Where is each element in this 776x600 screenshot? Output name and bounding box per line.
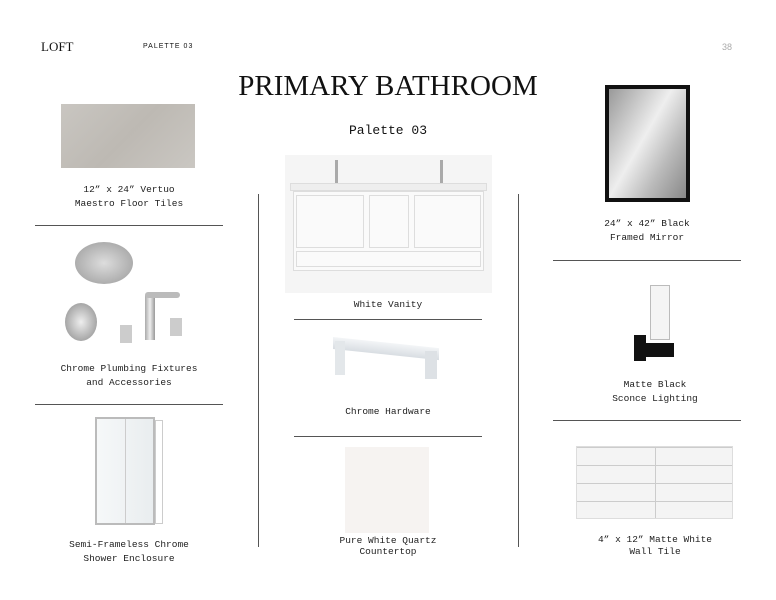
hardware-pull-image (333, 337, 441, 379)
page-number: 38 (722, 42, 733, 52)
label-line: 24” x 42” Black (604, 218, 690, 229)
label-line: Shower Enclosure (83, 553, 175, 564)
divider (35, 225, 223, 226)
page-title: PRIMARY BATHROOM (238, 70, 538, 102)
vanity-image (285, 155, 492, 293)
label-line: 4” x 12” Matte White (597, 534, 713, 545)
floor-tile-label (35, 183, 223, 211)
mirror-image (605, 85, 690, 202)
floor-tile-image (61, 104, 195, 168)
label-line: White Vanity (353, 299, 423, 310)
column-divider (518, 194, 519, 547)
label-line: Framed Mirror (609, 232, 685, 243)
label-line: Chrome Plumbing Fixtures (60, 363, 198, 374)
label-line: Pure White Quartz (339, 535, 437, 546)
label-line: Matte Black (623, 379, 687, 390)
divider (294, 319, 482, 320)
section-label: PALETTE 03 (143, 43, 194, 50)
sconce-image (628, 285, 678, 365)
label-line: 12” x 24” Vertuo (83, 184, 175, 195)
divider (294, 436, 482, 437)
countertop-label (294, 535, 482, 557)
plumbing-fixtures-image (60, 240, 190, 345)
mirror-label (553, 217, 741, 245)
divider (35, 404, 223, 405)
brand-logo: LOFT (41, 39, 74, 54)
label-line: Wall Tile (629, 546, 681, 557)
label-line: Sconce Lighting (612, 393, 698, 404)
label-line: Semi-Frameless Chrome (69, 539, 189, 550)
divider (553, 420, 741, 421)
hardware-label (294, 405, 482, 419)
column-divider (258, 194, 259, 547)
shower-label (35, 538, 223, 566)
vanity-label (294, 298, 482, 312)
label-line: Countertop (359, 546, 417, 557)
shower-enclosure-image (95, 417, 155, 525)
wall-tile-image (576, 446, 733, 519)
label-line: Chrome Hardware (345, 406, 431, 417)
quartz-countertop-image (345, 447, 429, 533)
label-line: Maestro Floor Tiles (74, 198, 184, 209)
wall-tile-label (561, 534, 749, 558)
sconce-label (561, 378, 749, 406)
plumbing-label (35, 362, 223, 390)
divider (553, 260, 741, 261)
shower-side-panel (155, 420, 163, 524)
palette-subtitle: Palette 03 (348, 123, 427, 138)
label-line: and Accessories (86, 377, 172, 388)
